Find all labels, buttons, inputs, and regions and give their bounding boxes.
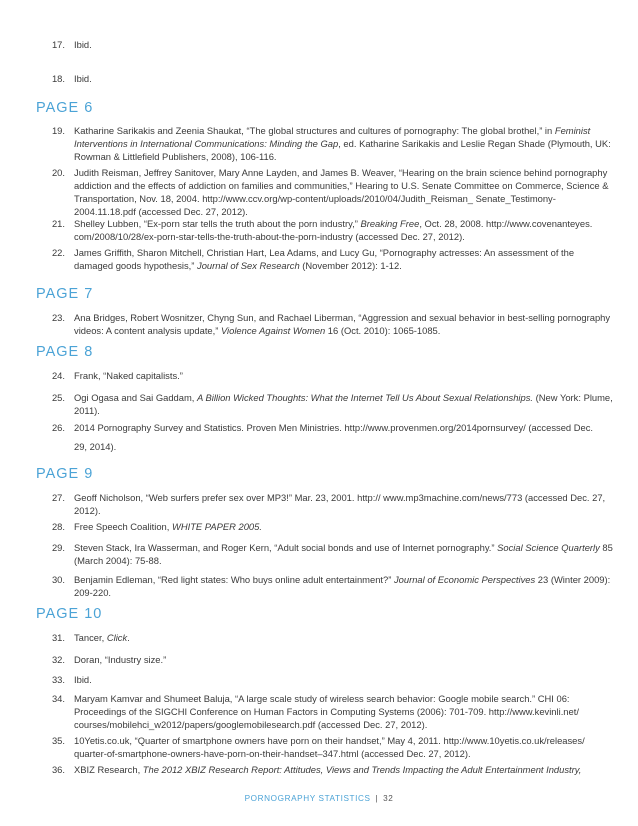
endnote-28: 28. Free Speech Coalition, WHITE PAPER 2005. bbox=[51, 521, 262, 532]
footer-title: PORNOGRAPHY STATISTICS bbox=[244, 794, 371, 803]
endnote-36: 36. XBIZ Research, The 2012 XBIZ Research Report: Attitudes, Views and Trends Impacting the Adult Entertainment Industry, bbox=[51, 764, 582, 775]
page-number: 32 bbox=[383, 794, 394, 803]
endnote-33: 33. Ibid. bbox=[51, 674, 92, 685]
endnote-32: 32. Doran, “Industry size.” bbox=[51, 654, 167, 665]
section-heading-page-6: PAGE 6 bbox=[36, 100, 94, 116]
section-heading-page-8: PAGE 8 bbox=[36, 344, 94, 360]
section-heading-page-7: PAGE 7 bbox=[36, 286, 94, 302]
endnote-17: 17. Ibid. bbox=[51, 39, 92, 50]
endnote-20: 20. Judith Reisman, Jeffrey Sanitover, Mary Anne Layden, and James B. Weaver, “Hearing on the brain science behind pornography addiction and the effects of addiction on families and communities,” Hearing to U.S. Senate Committee on Commerce, Science & Transportation, Nov. 18, 2004. http://www.ccv.org/wp-content/uploads/2010/04/Judith_Reisman_ Senate_Testimony-2004.11.18.pdf (accessed Dec. 27, 2012). bbox=[51, 167, 609, 217]
footer-separator: | bbox=[375, 794, 379, 803]
endnote-31: 31. Tancer, Click. bbox=[51, 632, 130, 643]
endnote-26: 26. 2014 Pornography Survey and Statistics. Proven Men Ministries. http://www.provenmen.org/2014pornsurvey/ (accessed Dec. bbox=[51, 422, 594, 433]
endnote-35: 35. 10Yetis.co.uk, “Quarter of smartphone owners have porn on their handset,” May 4, 2011. http://www.10yetis.co.uk/releases/ quarter-of-smartphone-owners-have-porn-on-their-handset–347.html (accessed Dec. 27, 2012). bbox=[51, 735, 585, 759]
endnote-23: 23. Ana Bridges, Robert Wosnitzer, Chyng Sun, and Rachael Liberman, “Aggression and sexual behavior in best-selling pornography videos: A content analysis update,” Violence Against Women 16 (Oct. 2010): 1065-1085. bbox=[51, 312, 611, 336]
endnote-27: 27. Geoff Nicholson, “Web surfers prefer sex over MP3!” Mar. 23, 2001. http:// www.mp3machine.com/news/773 (accessed Dec. 27, 2012). bbox=[51, 492, 606, 516]
section-heading-page-10: PAGE 10 bbox=[36, 606, 103, 622]
endnote-18: 18. Ibid. bbox=[51, 73, 92, 84]
endnote-22: 22. James Griffith, Sharon Mitchell, Christian Hart, Lea Adams, and Lucy Gu, “Pornography actresses: An assessment of the damaged goods hypothesis,” Journal of Sex Research (November 2012): 1-12. bbox=[51, 247, 575, 271]
section-heading-page-9: PAGE 9 bbox=[36, 466, 94, 482]
endnote-30: 30. Benjamin Edleman, “Red light states: Who buys online adult entertainment?” Journal of Economic Perspectives 23 (Winter 2009): 209-220. bbox=[51, 574, 611, 598]
endnote-25: 25. Ogi Ogasa and Sai Gaddam, A Billion Wicked Thoughts: What the Internet Tell Us About Sexual Relationships. (New York: Plume, 2011). bbox=[51, 392, 613, 416]
endnote-34: 34. Maryam Kamvar and Shumeet Baluja, “A large scale study of wireless search behavior: Google mobile search.” CHI 06: Proceedings of the SIGCHI Conference on Human Factors in Computing Systems (2006): 701-709. http://www.kevinli.net/ courses/mobilehci_w2012/papers/googlemobilesearch.pdf (accessed Dec. 27, 2012). bbox=[51, 693, 579, 730]
endnote-24: 24. Frank, “Naked capitalists.” bbox=[51, 370, 183, 381]
endnote-21: 21. Shelley Lubben, “Ex-porn star tells the truth about the porn industry,” Breaking Free, Oct. 28, 2008. http://www.covenanteyes. com/2008/10/28/ex-porn-star-tells-the-truth-about-the-porn-industry (accessed Dec. 27, 2012). bbox=[51, 218, 593, 242]
endnote-26-continued: 29, 2014). bbox=[74, 441, 117, 452]
endnote-19: 19. Katharine Sarikakis and Zeenia Shaukat, “The global structures and cultures of pornography: The global brothel,” in Feminist Interventions in International Communications: Minding the Gap, ed. Katharine Sarikakis and Leslie Regan Shade (Plymouth, UK: Rowman & Littlefield Publishers, 2008), 106-116. bbox=[51, 125, 611, 162]
page-footer bbox=[0, 794, 638, 803]
endnote-29: 29. Steven Stack, Ira Wasserman, and Roger Kern, “Adult social bonds and use of Internet pornography.” Social Science Quarterly 85 (March 2004): 75-88. bbox=[51, 542, 613, 566]
